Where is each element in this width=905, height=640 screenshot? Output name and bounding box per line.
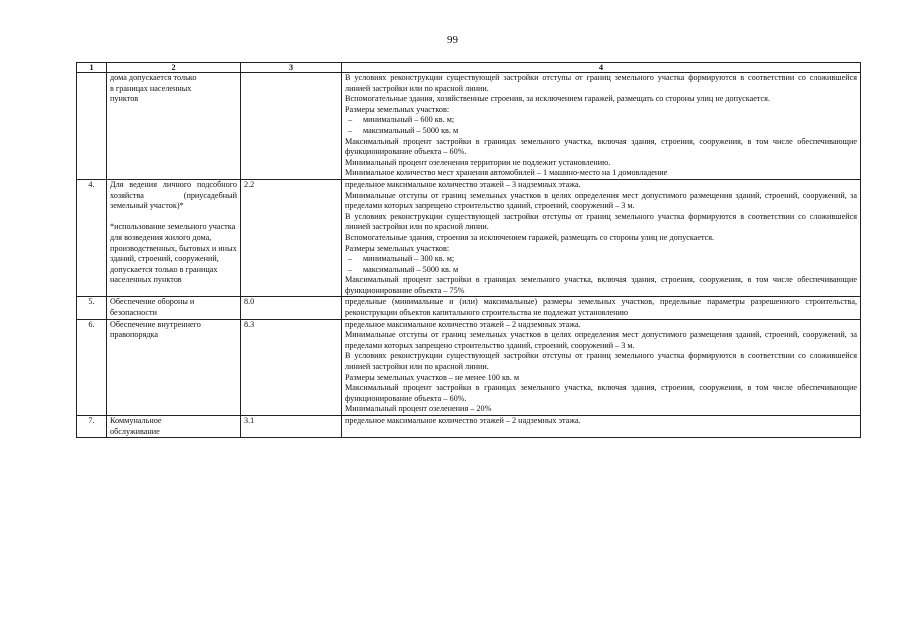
- land-use-type-text: обслуживание: [110, 426, 160, 436]
- row-number: [77, 73, 107, 180]
- parameters-cell: [342, 179, 861, 297]
- parameters-cell: [342, 73, 861, 180]
- parameter-text: Минимальные отступы от границ земельных участков в целях определения мест допустимого размещения зданий, строений, сооружений, за пределами которых запрещено строительство зданий, строений, сооружений – 3 м.: [345, 190, 857, 211]
- dash-bullet-icon: –: [348, 115, 353, 125]
- parameter-list-text: минимальный – 300 кв. м;: [363, 254, 455, 264]
- parameter-text: Размеры земельных участков:: [345, 104, 450, 114]
- parameters-cell: [342, 319, 861, 415]
- land-use-type-text: правопорядка: [110, 330, 159, 340]
- land-use-type-cell: [107, 319, 241, 415]
- column-header-3: 3: [241, 63, 342, 73]
- classifier-code: 8.0: [241, 297, 342, 319]
- parameter-list-text: минимальный – 600 кв. м;: [363, 115, 455, 125]
- regulations-table: [76, 62, 861, 438]
- classifier-code: 3.1: [241, 416, 342, 438]
- column-header-2: 2: [107, 63, 241, 73]
- parameter-list-text: максимальный – 5000 кв. м: [363, 264, 459, 274]
- parameter-list-item: [345, 254, 857, 265]
- parameter-text: В условиях реконструкции существующей застройки отступы от границ земельного участка формируются в соответствии со сложившейся линией застройки или по красной линии.: [345, 211, 857, 232]
- spacer: [110, 212, 237, 223]
- land-use-type-text: пунктов: [110, 94, 139, 104]
- land-use-footnote: *использование земельного участка для возведения жилого дома, производственных, бытовых и иных зданий, строений, сооружений, допускается только в границах населенных пунктов: [110, 222, 237, 285]
- land-use-type-text: Обеспечение внутреннего: [110, 319, 201, 329]
- parameter-list-text: максимальный – 5000 кв. м: [363, 125, 459, 135]
- column-header-4: 4: [342, 63, 861, 73]
- parameter-text: Минимальный процент озеленения – 20%: [345, 404, 492, 414]
- parameter-text: Минимальный процент озеленения территории не подлежит установлению.: [345, 157, 611, 167]
- land-use-type-text: в границах населенных: [110, 83, 192, 93]
- row-number: 5.: [77, 297, 107, 319]
- parameter-text: В условиях реконструкции существующей застройки отступы от границ земельного участка формируются в соответствии со сложившейся линией застройки или по красной линии.: [345, 351, 857, 372]
- parameter-text: Вспомогательные здания, хозяйственные строения, за исключением гаражей, размещать со стороны улиц не допускается.: [345, 94, 770, 104]
- dash-bullet-icon: –: [348, 254, 353, 264]
- land-use-type-text: безопасности: [110, 308, 157, 318]
- table-row: [77, 416, 861, 438]
- column-header-1: 1: [77, 63, 107, 73]
- table-row: [77, 179, 861, 297]
- row-number: 7.: [77, 416, 107, 438]
- table-row: [77, 297, 861, 319]
- header-row: [77, 63, 861, 73]
- row-number: 6.: [77, 319, 107, 415]
- parameter-text: Вспомогательные здания, строения за исключением гаражей, размещать со стороны улиц не допускается.: [345, 232, 715, 242]
- dash-bullet-icon: –: [348, 264, 353, 274]
- parameter-text: предельное максимальное количество этажей – 2 надземных этажа.: [345, 319, 581, 329]
- parameter-text: Размеры земельных участков – не менее 100 кв. м: [345, 372, 520, 382]
- land-use-type-cell: [107, 297, 241, 319]
- land-use-type-cell: [107, 73, 241, 180]
- land-use-type-text: дома допускается только: [110, 73, 197, 82]
- classifier-code: 8.3: [241, 319, 342, 415]
- land-use-type-text: Коммунальное: [110, 416, 162, 425]
- table-row: [77, 73, 861, 180]
- parameter-text: Максимальный процент застройки в границах земельного участка, включая здания, строения, сооружения, в том числе обеспечивающие функционирование объекта – 75%: [345, 275, 857, 295]
- land-use-type-text: Для ведения личного подсобного хозяйства (приусадебный земельный участок)*: [110, 179, 237, 211]
- page-number: 99: [447, 34, 458, 46]
- parameter-text: предельное максимальное количество этажей – 3 надземных этажа.: [345, 179, 581, 189]
- classifier-code: [241, 73, 342, 180]
- parameters-cell: [342, 416, 861, 438]
- table-row: [77, 319, 861, 415]
- parameter-list-item: [345, 115, 857, 126]
- parameter-text: предельное максимальное количество этажей – 2 надземных этажа.: [345, 416, 581, 425]
- parameter-list-item: [345, 126, 857, 137]
- parameter-text: Минимальные отступы от границ земельных участков в целях определения мест допустимого размещения зданий, строений, сооружений, за пределами которых запрещено строительство зданий, строений, сооружений – 3 м.: [345, 330, 857, 350]
- land-use-type-cell: [107, 179, 241, 297]
- table-body: [77, 73, 861, 438]
- land-use-type-text: Обеспечение обороны и: [110, 297, 195, 307]
- parameter-text: Максимальный процент застройки в границах земельного участка, включая здания, строения, сооружения, в том числе обеспечивающие функционирование объекта – 60%.: [345, 136, 857, 157]
- parameters-cell: [342, 297, 861, 319]
- parameter-text: В условиях реконструкции существующей застройки отступы от границ земельного участка формируются в соответствии со сложившейся линией застройки или по красной линии.: [345, 73, 857, 93]
- row-number: 4.: [77, 179, 107, 297]
- parameter-text: Максимальный процент застройки в границах земельного участка, включая здания, строения, сооружения, в том числе обеспечивающие функционирование объекта – 60%.: [345, 383, 857, 403]
- parameter-list-item: [345, 265, 857, 276]
- parameter-text: Размеры земельных участков:: [345, 243, 450, 253]
- dash-bullet-icon: –: [348, 125, 353, 135]
- parameter-text: предельные (минимальные и (или) максимальные) размеры земельных участков, предельные параметры разрешенного строительства, реконструкции объектов капитального строительства не подлежат установлению: [345, 297, 857, 318]
- classifier-code: 2.2: [241, 179, 342, 297]
- parameter-text: Минимальное количество мест хранения автомобилей – 1 машино-место на 1 домовладение: [345, 168, 668, 178]
- land-use-type-cell: [107, 416, 241, 438]
